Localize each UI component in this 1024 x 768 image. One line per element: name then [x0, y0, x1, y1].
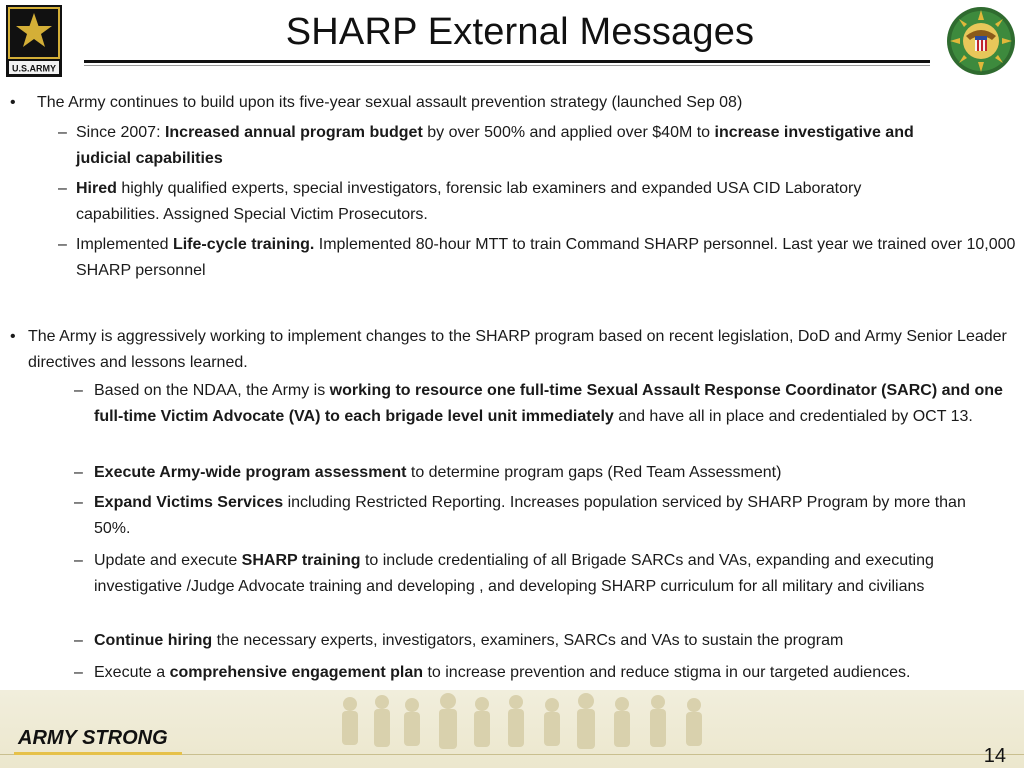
sub-bullet-text: [94, 460, 1014, 486]
sub-bullet-text: [94, 660, 994, 686]
sub-bullet-marker: –: [58, 180, 67, 197]
bold-phrase: working to resource one full-time Sexual Assault Response Coordinator (SARC) and one full-time Victim Advocate (VA) to each brigade level unit immediately: [94, 382, 1003, 425]
bold-phrase: Increased annual program budget: [164, 124, 423, 141]
bullet-text: [37, 90, 997, 116]
text-run: including Restricted Reporting. Increases population serviced by SHARP Program by more than 50%.: [94, 494, 966, 537]
text-run: to determine program gaps (Red Team Assessment): [406, 464, 782, 481]
sub-bullet-text: [94, 378, 1019, 430]
bold-phrase: Life-cycle training.: [172, 236, 315, 253]
sub-bullet-text: [76, 176, 936, 228]
sub-bullet-marker: –: [74, 632, 83, 649]
footer-slogan-underline: [14, 752, 182, 755]
bullet-marker: •: [10, 328, 16, 345]
text-run: The Army is aggressively working to implement changes to the SHARP program based on recent legislation, DoD and Army Senior Leader directives and lessons learned.: [28, 328, 1007, 371]
sub-bullet-marker: –: [74, 494, 83, 511]
sub-bullet-marker: –: [74, 552, 83, 569]
text-run: the necessary experts, investigators, examiners, SARCs and VAs to sustain the program: [212, 632, 844, 649]
bullet-text: [28, 324, 1013, 376]
svg-text:U.S.ARMY: U.S.ARMY: [11, 63, 57, 74]
title-divider: [84, 60, 930, 63]
bold-phrase: SHARP training: [241, 552, 361, 569]
sub-bullet-marker: –: [58, 124, 67, 141]
sub-bullet-marker: –: [74, 664, 83, 681]
text-run: Execute a: [94, 664, 170, 681]
text-run: Implemented: [76, 236, 173, 253]
text-run: to include credentialing of all Brigade SARCs and VAs, expanding and executing investigative /Judge Advocate training and developing , and developing SHARP curriculum for all military and civilians: [94, 552, 934, 595]
bold-phrase: comprehensive engagement plan: [169, 664, 424, 681]
page-number: 14: [983, 745, 1006, 767]
text-run: by over 500% and applied over $40M to: [422, 124, 715, 141]
sub-bullet-marker: –: [74, 382, 83, 399]
bold-phrase: Execute Army-wide program assessment: [94, 464, 407, 481]
army-seal-icon: [944, 4, 1018, 78]
sub-bullet-text: [94, 628, 1019, 654]
sub-bullet-marker: –: [58, 236, 67, 253]
slide-title: SHARP External Messages: [285, 11, 755, 53]
text-run: Based on the NDAA, the Army is: [94, 382, 330, 399]
text-run: and have all in place and credentialed by OCT 13.: [613, 408, 973, 425]
sub-bullet-marker: –: [74, 464, 83, 481]
soldiers-silhouette-image: [320, 692, 730, 758]
text-run: Implemented 80-hour MTT to train Command SHARP personnel. Last year we trained over 10,000 SHARP personnel: [76, 236, 1016, 279]
footer-slogan: ARMY STRONG: [18, 727, 168, 749]
text-run: Since 2007:: [76, 124, 165, 141]
text-run: Update and execute: [94, 552, 242, 569]
sub-bullet-text: [76, 232, 1016, 284]
text-run: to increase prevention and reduce stigma in our targeted audiences.: [423, 664, 911, 681]
sub-bullet-text: [94, 548, 1019, 600]
text-run: The Army continues to build upon its five-year sexual assault prevention strategy (launched Sep 08): [37, 94, 743, 111]
sub-bullet-text: [76, 120, 926, 172]
text-run: highly qualified experts, special investigators, forensic lab examiners and expanded USA CID Laboratory capabilities. Assigned Special Victim Prosecutors.: [76, 180, 862, 223]
bold-phrase: increase investigative and judicial capabilities: [76, 124, 914, 167]
bold-phrase: Expand Victims Services: [94, 494, 284, 511]
sub-bullet-text: [94, 490, 974, 542]
title-divider-shadow: [84, 65, 930, 66]
bullet-marker: •: [10, 94, 16, 111]
bold-phrase: Continue hiring: [94, 632, 213, 649]
bold-phrase: Hired: [76, 180, 117, 197]
